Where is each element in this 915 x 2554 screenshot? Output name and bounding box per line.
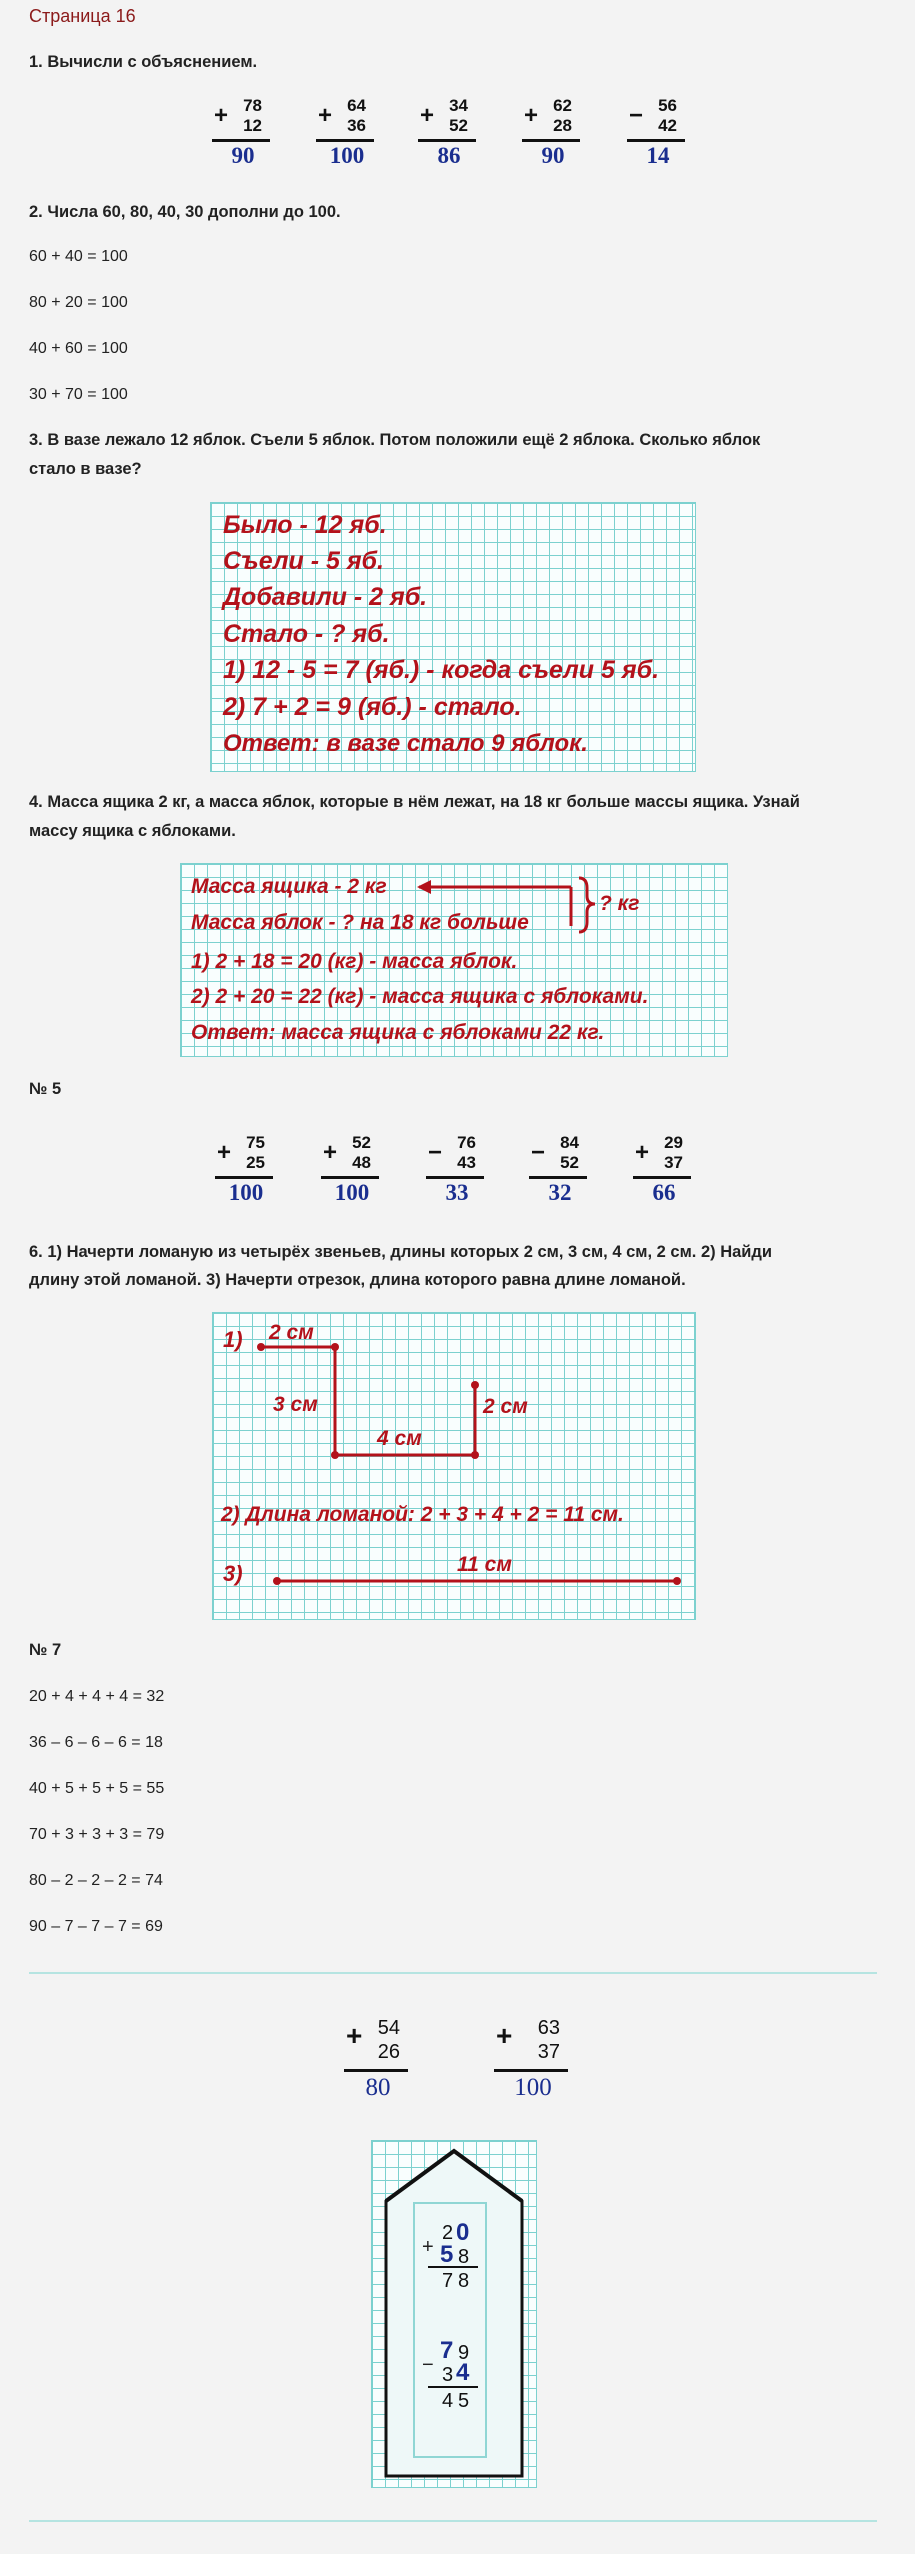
sum-line xyxy=(212,139,270,142)
result: 32 xyxy=(548,1180,572,1205)
operand-2: 42 xyxy=(658,116,677,135)
segment-length-label: 2 см xyxy=(269,1321,314,1344)
operand-1: 34 xyxy=(449,96,468,115)
operation-sign: + xyxy=(524,102,539,129)
house-grid xyxy=(371,2140,537,2488)
digit: 8 xyxy=(458,2270,470,2292)
answer-line: Ответ: масса ящика с яблоками 22 кг. xyxy=(191,1021,605,1044)
operand-1: 76 xyxy=(457,1133,476,1152)
equation-line: 90 – 7 – 7 – 7 = 69 xyxy=(29,1918,163,1935)
operand-2: 37 xyxy=(664,1153,683,1172)
operation-sign: + xyxy=(214,102,229,129)
equation-line: 80 + 20 = 100 xyxy=(29,294,128,311)
result: 100 xyxy=(228,1180,264,1205)
task-4-grid xyxy=(180,863,728,1057)
arrow-head-icon xyxy=(417,880,431,894)
result: 86 xyxy=(437,143,461,168)
result: 90 xyxy=(231,143,255,168)
operation-sign: + xyxy=(323,1139,338,1166)
solution-line: 2) 2 + 20 = 22 (кг) - масса ящика с яблоками. xyxy=(191,985,649,1008)
task-1-title: 1. Вычисли с объяснением. xyxy=(29,53,258,71)
operation-sign: − xyxy=(428,1139,443,1166)
part-3-label: 3) xyxy=(223,1561,243,1586)
apple-mass-label: Масса яблок - ? на 18 кг больше xyxy=(191,911,529,934)
brace-icon xyxy=(579,878,595,932)
segment-length-label: 2 см xyxy=(483,1395,528,1418)
sum-line xyxy=(494,2069,568,2072)
solution-line: 1) 2 + 18 = 20 (кг) - масса яблок. xyxy=(191,950,518,973)
task-4-title-cont: массу ящика с яблоками. xyxy=(29,822,236,840)
operand-2: 43 xyxy=(457,1153,476,1172)
sum-line xyxy=(418,139,476,142)
solution-line: 2) 7 + 2 = 9 (яб.) - стало. xyxy=(223,693,522,721)
result: 66 xyxy=(652,1180,676,1205)
result: 100 xyxy=(514,2074,552,2101)
solution-line: Стало - ? яб. xyxy=(223,620,390,648)
digit: 2 xyxy=(442,2222,454,2244)
equation-line: 40 + 5 + 5 + 5 = 55 xyxy=(29,1780,165,1797)
task-4-title: 4. Масса ящика 2 кг, а масса яблок, которые в нём лежат, на 18 кг больше массы ящика. Узнай xyxy=(29,793,800,811)
sum-line xyxy=(627,139,685,142)
operand-2: 37 xyxy=(537,2041,560,2063)
length-calculation: 2) Длина ломаной: 2 + 3 + 4 + 2 = 11 см. xyxy=(221,1503,624,1526)
segment-length-label: 11 см xyxy=(457,1553,512,1576)
vertex-point xyxy=(471,1451,479,1459)
digit: 8 xyxy=(458,2246,470,2268)
sum-line xyxy=(316,139,374,142)
equation-line: 80 – 2 – 2 – 2 = 74 xyxy=(29,1872,163,1889)
segment-endpoint xyxy=(673,1577,681,1585)
broken-line-drawing xyxy=(213,1313,695,1619)
operation-sign: + xyxy=(635,1139,650,1166)
segment-length-label: 3 см xyxy=(273,1393,318,1416)
task-6-title: 6. 1) Начерти ломаную из четырёх звеньев, длины которых 2 см, 3 см, 4 см, 2 см. 2) Найди xyxy=(29,1243,773,1261)
operation-sign: + xyxy=(217,1139,232,1166)
digit-answer: 4 xyxy=(456,2359,470,2386)
operand-1: 75 xyxy=(246,1133,265,1152)
operand-1: 29 xyxy=(664,1133,683,1152)
segment-length-label: 4 см xyxy=(377,1427,422,1450)
task-7-title: № 7 xyxy=(29,1641,62,1659)
solution-line: Было - 12 яб. xyxy=(223,511,387,539)
result: 100 xyxy=(334,1180,370,1205)
operand-1: 78 xyxy=(243,96,262,115)
operand-1: 84 xyxy=(560,1133,579,1152)
operation-sign: + xyxy=(346,2020,363,2051)
operation-sign: − xyxy=(629,102,644,129)
vertex-point xyxy=(331,1451,339,1459)
digit-answer: 0 xyxy=(456,2219,470,2246)
equation-line: 30 + 70 = 100 xyxy=(29,386,128,403)
operand-2: 12 xyxy=(243,116,262,135)
operand-1: 64 xyxy=(347,96,366,115)
digit: 5 xyxy=(458,2390,470,2412)
digit-answer: 7 xyxy=(440,2337,454,2364)
operand-2: 52 xyxy=(560,1153,579,1172)
result: 90 xyxy=(541,143,565,168)
operand-2: 36 xyxy=(347,116,366,135)
digit: 9 xyxy=(458,2342,470,2364)
brace-label: ? кг xyxy=(599,892,640,915)
operand-1: 63 xyxy=(537,2017,560,2039)
operation-sign: + xyxy=(422,2236,434,2258)
operand-2: 26 xyxy=(377,2041,400,2063)
segment-endpoint xyxy=(273,1577,281,1585)
sum-line xyxy=(522,139,580,142)
digit: 7 xyxy=(442,2270,454,2292)
result: 14 xyxy=(646,143,670,168)
sum-line xyxy=(529,1176,587,1179)
operand-1: 56 xyxy=(658,96,677,115)
house-outline xyxy=(386,2151,522,2476)
vertex-point xyxy=(471,1381,479,1389)
operand-1: 52 xyxy=(352,1133,371,1152)
part-1-label: 1) xyxy=(223,1327,243,1352)
task-2-title: 2. Числа 60, 80, 40, 30 дополни до 100. xyxy=(29,203,341,221)
vertex-point xyxy=(257,1343,265,1351)
box-mass-label: Масса ящика - 2 кг xyxy=(191,875,387,898)
operand-2: 48 xyxy=(352,1153,371,1172)
equation-line: 70 + 3 + 3 + 3 = 79 xyxy=(29,1826,165,1843)
digit: 4 xyxy=(442,2390,454,2412)
house-drawing xyxy=(372,2141,536,2487)
sum-line xyxy=(215,1176,273,1179)
sum-line xyxy=(344,2069,408,2072)
equation-line: 40 + 60 = 100 xyxy=(29,340,128,357)
equation-line: 60 + 40 = 100 xyxy=(29,248,128,265)
result: 33 xyxy=(445,1180,469,1205)
operand-1: 54 xyxy=(377,2017,400,2039)
digit: 3 xyxy=(442,2364,454,2386)
section-divider xyxy=(29,2520,877,2522)
task-3-title: 3. В вазе лежало 12 яблок. Съели 5 яблок. Потом положили ещё 2 яблока. Сколько яблок xyxy=(29,431,761,449)
result: 80 xyxy=(365,2074,391,2101)
task-3-title-cont: стало в вазе? xyxy=(29,460,142,478)
operand-2: 25 xyxy=(246,1153,265,1172)
solution-line: 1) 12 - 5 = 7 (яб.) - когда съели 5 яб. xyxy=(223,656,660,684)
operation-sign: − xyxy=(422,2354,434,2376)
operation-sign: − xyxy=(531,1139,546,1166)
task-6-grid xyxy=(212,1312,696,1620)
operation-sign: + xyxy=(496,2020,513,2051)
equation-line: 20 + 4 + 4 + 4 = 32 xyxy=(29,1688,165,1705)
operation-sign: + xyxy=(318,102,333,129)
operand-2: 52 xyxy=(449,116,468,135)
operation-sign: + xyxy=(420,102,435,129)
task-3-grid xyxy=(210,502,696,772)
result: 100 xyxy=(329,143,365,168)
task-5-title: № 5 xyxy=(29,1080,62,1098)
digit-answer: 5 xyxy=(440,2241,454,2268)
operand-1: 62 xyxy=(553,96,572,115)
section-divider xyxy=(29,1972,877,1974)
sum-line xyxy=(633,1176,691,1179)
sum-line xyxy=(321,1176,379,1179)
equation-line: 36 – 6 – 6 – 6 = 18 xyxy=(29,1734,163,1751)
vertex-point xyxy=(331,1343,339,1351)
sum-line xyxy=(426,1176,484,1179)
solution-line: Добавили - 2 яб. xyxy=(223,583,428,611)
page-title: Страница 16 xyxy=(29,6,136,26)
solution-line: Съели - 5 яб. xyxy=(223,547,384,575)
answer-line: Ответ: в вазе стало 9 яблок. xyxy=(223,730,588,757)
task-6-title-cont: длину этой ломаной. 3) Начерти отрезок, длина которого равна длине ломаной. xyxy=(29,1271,686,1289)
operand-2: 28 xyxy=(553,116,572,135)
